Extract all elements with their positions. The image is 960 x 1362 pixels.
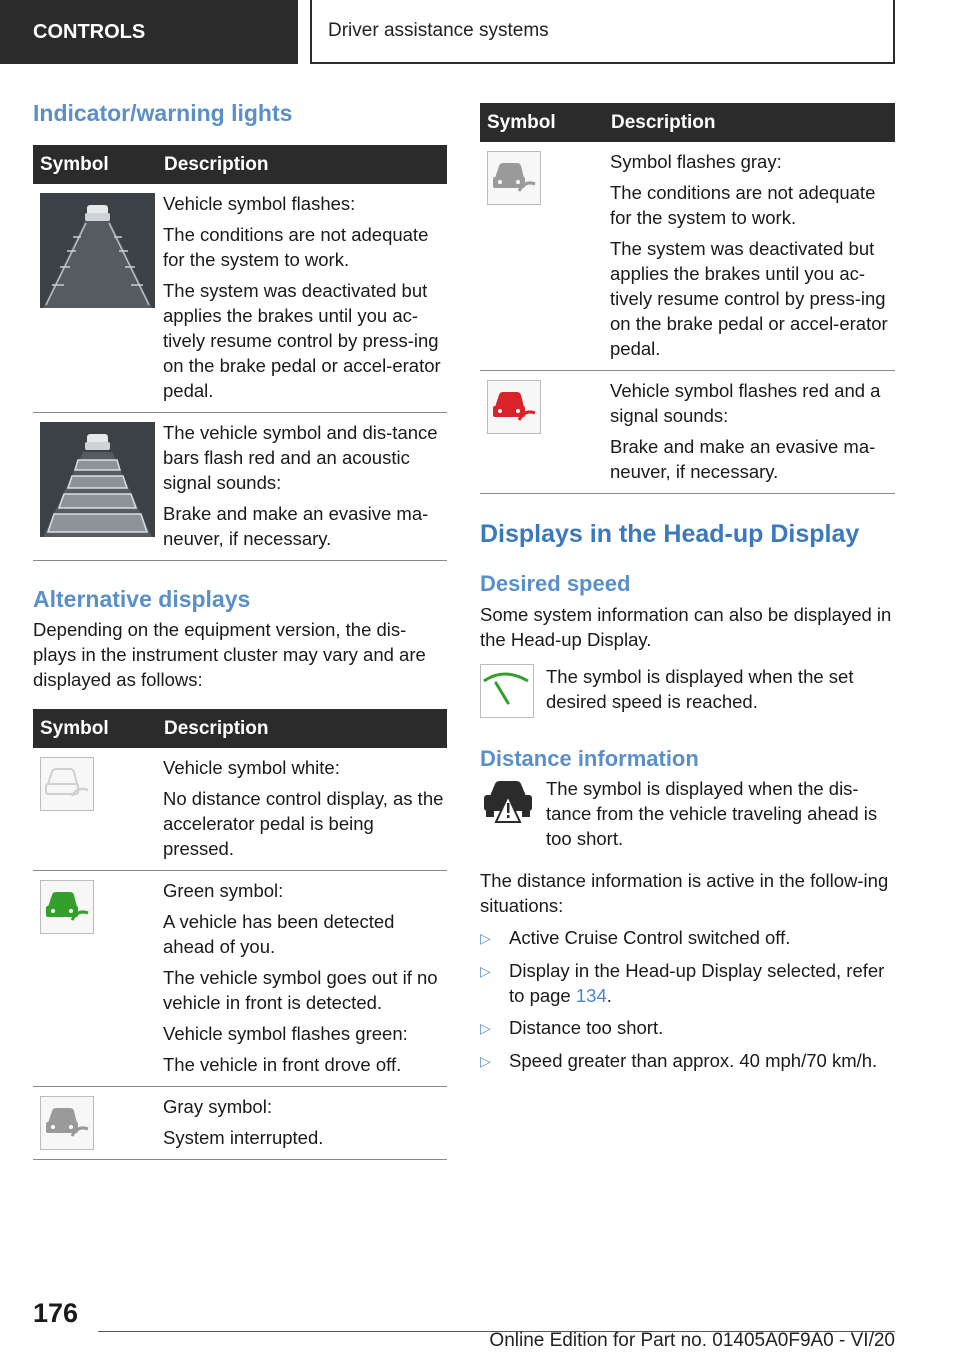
description-line: The vehicle symbol and dis-tance bars flash red and an acoustic signal sounds:	[163, 422, 438, 493]
alternative-text: Depending on the equipment version, the dis-plays in the instrument cluster may vary and are displayed as follows:	[33, 619, 426, 690]
list-item-text: Distance too short.	[509, 1017, 664, 1038]
indicator-table	[33, 145, 447, 561]
vehicle-gray-flash-icon	[487, 151, 541, 205]
distance-row	[480, 776, 895, 851]
table-row	[480, 371, 895, 494]
description-line: Brake and make an evasive ma-neuver, if necessary.	[163, 503, 429, 549]
chapter-title: Driver assistance systems	[328, 20, 549, 41]
list-item-text: Speed greater than approx. 40 mph/70 km/h.	[509, 1050, 878, 1071]
description-line: Brake and make an evasive ma-neuver, if necessary.	[610, 436, 876, 482]
hud-heading: Displays in the Head-up Display	[480, 520, 860, 548]
description-line: The vehicle symbol goes out if no vehicle in front is detected.	[163, 967, 438, 1013]
description-line: The system was deactivated but applies the brakes until you ac-tively resume control by press-ing on the brake pedal or accel-erator pedal.	[163, 280, 441, 401]
page-link[interactable]: 134	[575, 985, 607, 1006]
table-row	[33, 1087, 447, 1160]
vehicle-green-icon	[40, 880, 94, 934]
bullet-marker: ▷	[480, 1053, 491, 1069]
list-item-text: Active Cruise Control switched off.	[509, 927, 791, 948]
description-line: Vehicle symbol white:	[163, 757, 340, 778]
table-row	[33, 413, 447, 561]
desired-speed-row	[480, 664, 895, 718]
left-column	[33, 100, 447, 1160]
chapter-tab	[310, 0, 895, 64]
vehicle-red-icon	[487, 380, 541, 434]
distance-desc: The symbol is displayed when the dis-tance from the vehicle traveling ahead is too short.	[546, 778, 878, 849]
indicator-heading: Indicator/warning lights	[33, 100, 293, 126]
distance-heading: Distance information	[480, 746, 699, 771]
list-item	[480, 1015, 895, 1041]
table-header-row	[33, 145, 447, 184]
section-tab	[0, 0, 298, 64]
desired-speed-icon	[480, 664, 534, 718]
description-line: The conditions are not adequate for the system to work.	[610, 182, 876, 228]
table-row	[33, 748, 447, 871]
distance-warning-icon	[480, 776, 536, 826]
col-description: Description	[604, 103, 895, 142]
desired-speed-desc: The symbol is displayed when the set desired speed is reached.	[546, 666, 854, 712]
list-item	[480, 1048, 895, 1074]
description-line: Vehicle symbol flashes red and a signal sounds:	[610, 380, 881, 426]
col-description: Description	[157, 709, 447, 748]
alternative-heading: Alternative displays	[33, 586, 251, 612]
table-header-row	[33, 709, 447, 748]
distance-intro: The distance information is active in the follow-ing situations:	[480, 870, 889, 916]
table-row	[480, 142, 895, 371]
vehicle-distance-bars-icon	[40, 193, 155, 308]
description-line: Green symbol:	[163, 880, 284, 901]
description-line: Symbol flashes gray:	[610, 151, 782, 172]
bullet-marker: ▷	[480, 963, 491, 979]
right-column	[480, 103, 895, 1081]
description-line: A vehicle has been detected ahead of you.	[163, 911, 395, 957]
vehicle-distance-bars-red-icon	[40, 422, 155, 537]
alternative-table	[33, 709, 447, 1160]
description-line: Vehicle symbol flashes:	[163, 193, 356, 214]
desired-speed-heading: Desired speed	[480, 571, 631, 596]
section-title: CONTROLS	[33, 20, 146, 43]
list-item-text	[509, 958, 895, 1008]
description-line: The system was deactivated but applies the brakes until you ac-tively resume control by press-ing on the brake pedal or accel-erator pedal.	[610, 238, 888, 359]
list-item-text-end: .	[606, 985, 612, 1006]
situation-list	[480, 925, 895, 1074]
page-number: 176	[33, 1298, 79, 1328]
bullet-marker: ▷	[480, 930, 491, 946]
description-line: The vehicle in front drove off.	[163, 1054, 402, 1075]
list-item	[480, 958, 895, 1008]
gray-red-table	[480, 103, 895, 494]
vehicle-white-icon	[40, 757, 94, 811]
description-line: No distance control display, as the accelerator pedal is being pressed.	[163, 788, 444, 859]
col-symbol: Symbol	[33, 709, 157, 748]
list-item-text-part: Display in the Head-up Display selected, refer to page	[509, 960, 885, 1006]
list-item	[480, 925, 895, 951]
col-symbol: Symbol	[480, 103, 604, 142]
description-line: System interrupted.	[163, 1127, 324, 1148]
col-symbol: Symbol	[33, 145, 157, 184]
vehicle-gray-icon	[40, 1096, 94, 1150]
col-description: Description	[157, 145, 447, 184]
edition-text: Online Edition for Part no. 01405A0F9A0 - VI/20	[489, 1330, 895, 1351]
table-row	[33, 184, 447, 413]
table-row	[33, 871, 447, 1087]
table-header-row	[480, 103, 895, 142]
description-line: The conditions are not adequate for the system to work.	[163, 224, 429, 270]
bullet-marker: ▷	[480, 1020, 491, 1036]
description-line: Gray symbol:	[163, 1096, 272, 1117]
desired-speed-text: Some system information can also be displayed in the Head-up Display.	[480, 604, 892, 650]
description-line: Vehicle symbol flashes green:	[163, 1023, 408, 1044]
